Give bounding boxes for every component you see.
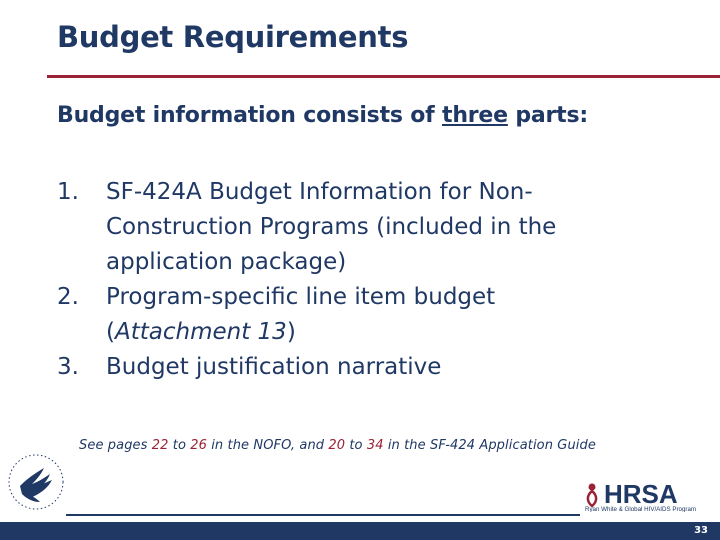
list-item: [57, 175, 657, 280]
list-item-text: Program-specific line item budget: [106, 284, 496, 310]
note-page-number: 20: [328, 438, 346, 453]
slide-title: Budget Requirements: [57, 20, 409, 54]
list-item-line: SF-424A Budget Information for Non-: [106, 179, 533, 205]
slide-subtitle: [57, 103, 588, 128]
hrsa-logo: [584, 480, 714, 512]
list-item-number: 1.: [57, 179, 79, 205]
note-text: in the NOFO, and: [206, 438, 329, 453]
footer-divider: [66, 514, 580, 516]
note-text: See pages: [79, 438, 152, 453]
paren-close: ): [286, 319, 296, 345]
budget-parts-list: [57, 175, 657, 385]
subtitle-text-end: parts:: [507, 103, 588, 128]
note-page-number: 34: [366, 438, 384, 453]
list-item: [57, 280, 657, 350]
note-page-number: 22: [151, 438, 169, 453]
subtitle-text-start: Budget information consists of: [57, 103, 442, 128]
page-number: 33: [694, 525, 708, 536]
paren-open: (: [106, 319, 115, 345]
list-item-text: Budget justification narrative: [106, 354, 442, 380]
subtitle-emphasis: three: [442, 103, 508, 128]
list-item: [57, 350, 657, 385]
list-item-number: 2.: [57, 284, 79, 310]
list-item-number: 3.: [57, 354, 79, 380]
hhs-eagle-logo: [6, 448, 66, 520]
list-item-line: application package): [106, 249, 347, 275]
footer-bar: [0, 522, 720, 540]
attachment-reference: Attachment 13: [114, 319, 287, 345]
reference-note: [79, 438, 596, 453]
title-divider: [47, 75, 720, 78]
note-text: to: [168, 438, 191, 453]
note-text: to: [345, 438, 367, 453]
note-text: in the SF-424 Application Guide: [383, 438, 596, 453]
list-item-line: Construction Programs (included in the: [106, 214, 557, 240]
hrsa-tagline: Ryan White & Global HIV/AIDS Program: [585, 506, 697, 512]
hrsa-wordmark: HRSA: [604, 480, 678, 509]
note-page-number: 26: [190, 438, 207, 453]
